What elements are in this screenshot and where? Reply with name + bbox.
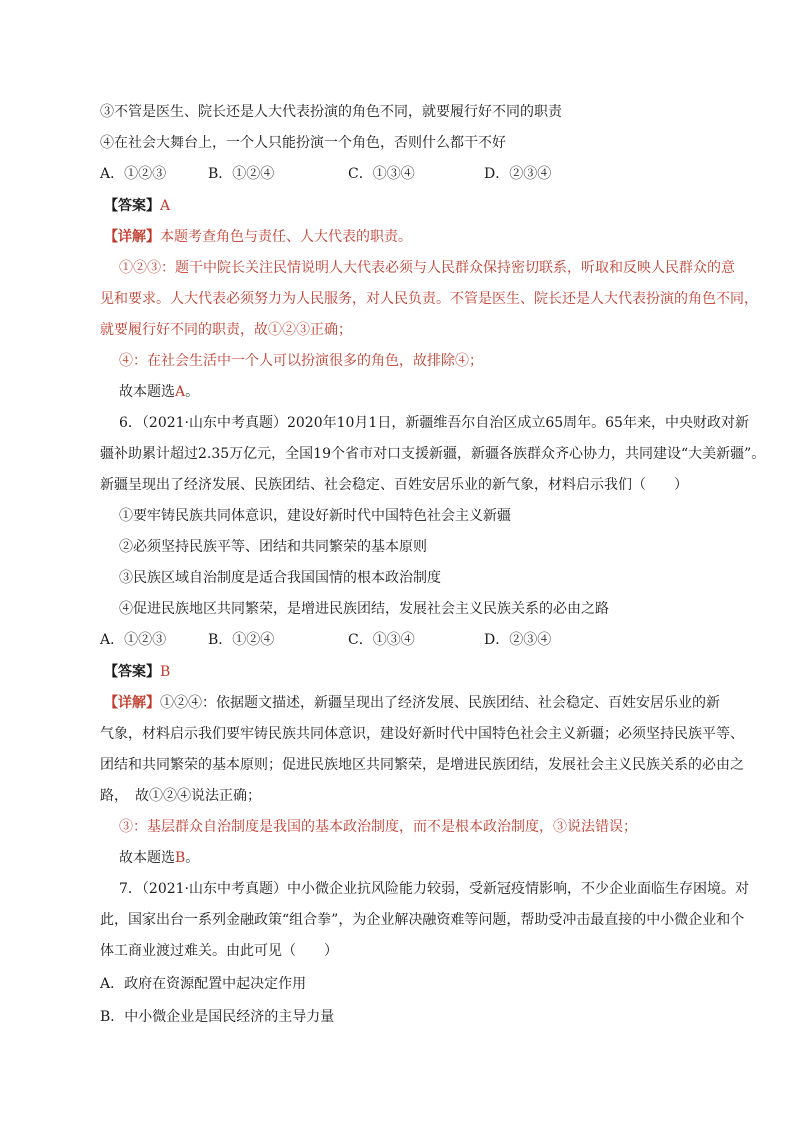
conclusion-answer: A xyxy=(175,384,186,400)
answer-value: B xyxy=(160,664,171,680)
q6-statement-2: ②必须坚持民族平等、团结和共同繁荣的基本原则 xyxy=(119,539,427,555)
q6-statement-4: ④促进民族地区共同繁荣，是增进民族团结，发展社会主义民族关系的必由之路 xyxy=(119,601,609,617)
q6-option-d: D．②③④ xyxy=(484,632,552,648)
q5-detail-heading xyxy=(104,227,744,247)
conclusion-suffix: 。 xyxy=(185,384,200,400)
q6-statement-3: ③民族区域自治制度是适合我国国情的根本政治制度 xyxy=(119,570,441,586)
detail-tag: 【详解】 xyxy=(104,695,160,711)
q6-detail-line-1 xyxy=(104,693,744,713)
q5-detail-line-1: ①②③：题干中院长关注民情说明人大代表必须与人民群众保持密切联系，听取和反映人民群众的意 xyxy=(119,260,735,276)
detail-intro: 本题考查角色与责任、人大代表的职责。 xyxy=(160,229,412,245)
q6-stem-line-1: 6．（2021·山东中考真题）2020年10月1日，新疆维吾尔自治区成立65周年。65年来，中央财政对新 xyxy=(119,415,749,431)
q5-option-c: C．①③④ xyxy=(348,166,415,182)
conclusion-prefix: 故本题选 xyxy=(119,384,175,400)
q6-detail-line-4: 路， 故①②④说法正确； xyxy=(100,788,261,804)
q6-answer xyxy=(104,662,744,682)
q6-option-a: A．①②③ xyxy=(100,632,167,648)
q7-option-a: A．政府在资源配置中起决定作用 xyxy=(100,976,307,992)
answer-tag: 【答案】 xyxy=(104,198,160,214)
q5-option-b: B．①②④ xyxy=(208,166,275,182)
conclusion-suffix: 。 xyxy=(185,850,200,866)
q6-conclusion xyxy=(119,848,759,868)
answer-value: A xyxy=(160,198,171,214)
q6-detail-line-3: 团结和共同繁荣的基本原则；促进民族地区共同繁荣，是增进民族团结，发展社会主义民族关系的必由之 xyxy=(100,757,744,773)
q5-detail-line-2: 见和要求。人大代表必须努力为人民服务，对人民负责。不管是医生、院长还是人大代表扮演的角色不同， xyxy=(100,291,758,307)
q6-option-b: B．①②④ xyxy=(208,632,275,648)
q5-statement-3: ③不管是医生、院长还是人大代表扮演的角色不同，就要履行好不同的职责 xyxy=(100,104,562,120)
q5-answer xyxy=(104,196,744,216)
q6-statement-1: ①要牢铸民族共同体意识，建设好新时代中国特色社会主义新疆 xyxy=(119,508,511,524)
q6-stem-line-3: 新疆呈现出了经济发展、民族团结、社会稳定、百姓安居乐业的新气象，材料启示我们（ ） xyxy=(100,477,688,493)
q6-wrong-statement: ③：基层群众自治制度是我国的基本政治制度，而不是根本政治制度，③说法错误； xyxy=(119,819,637,835)
conclusion-answer: B xyxy=(175,850,186,866)
q5-statement-4: ④在社会大舞台上，一个人只能扮演一个角色，否则什么都干不好 xyxy=(100,135,506,151)
q7-option-b: B．中小微企业是国民经济的主导力量 xyxy=(100,1009,335,1025)
q7-stem-line-3: 体工商业渡过难关。由此可见（ ） xyxy=(100,943,338,959)
detail-tag: 【详解】 xyxy=(104,229,160,245)
q6-option-c: C．①③④ xyxy=(348,632,415,648)
q5-detail-line-4: ④：在社会生活中一个人可以扮演很多的角色，故排除④； xyxy=(119,353,483,369)
conclusion-prefix: 故本题选 xyxy=(119,850,175,866)
q6-stem-line-2: 疆补助累计超过2.35万亿元，全国19个省市对口支援新疆，新疆各族群众齐心协力，共同建设“大美新疆”。 xyxy=(100,446,766,462)
detail-text: ①②④：依据题文描述，新疆呈现出了经济发展、民族团结、社会稳定、百姓安居乐业的新 xyxy=(160,695,720,711)
q5-detail-line-3: 就要履行好不同的职责，故①②③正确； xyxy=(100,322,352,338)
q7-stem-line-1: 7．（2021·山东中考真题）中小微企业抗风险能力较弱，受新冠疫情影响，不少企业面临生存困境。对 xyxy=(119,881,749,897)
answer-tag: 【答案】 xyxy=(104,664,160,680)
q7-stem-line-2: 此，国家出台一系列金融政策“组合拳”，为企业解决融资难等问题，帮助受冲击最直接的中小微企业和个 xyxy=(100,912,745,928)
q6-detail-line-2: 气象，材料启示我们要牢铸民族共同体意识，建设好新时代中国特色社会主义新疆；必须坚持民族平等、 xyxy=(100,726,744,742)
q5-option-a: A．①②③ xyxy=(100,166,167,182)
q5-option-d: D．②③④ xyxy=(484,166,552,182)
q5-conclusion xyxy=(119,382,759,402)
